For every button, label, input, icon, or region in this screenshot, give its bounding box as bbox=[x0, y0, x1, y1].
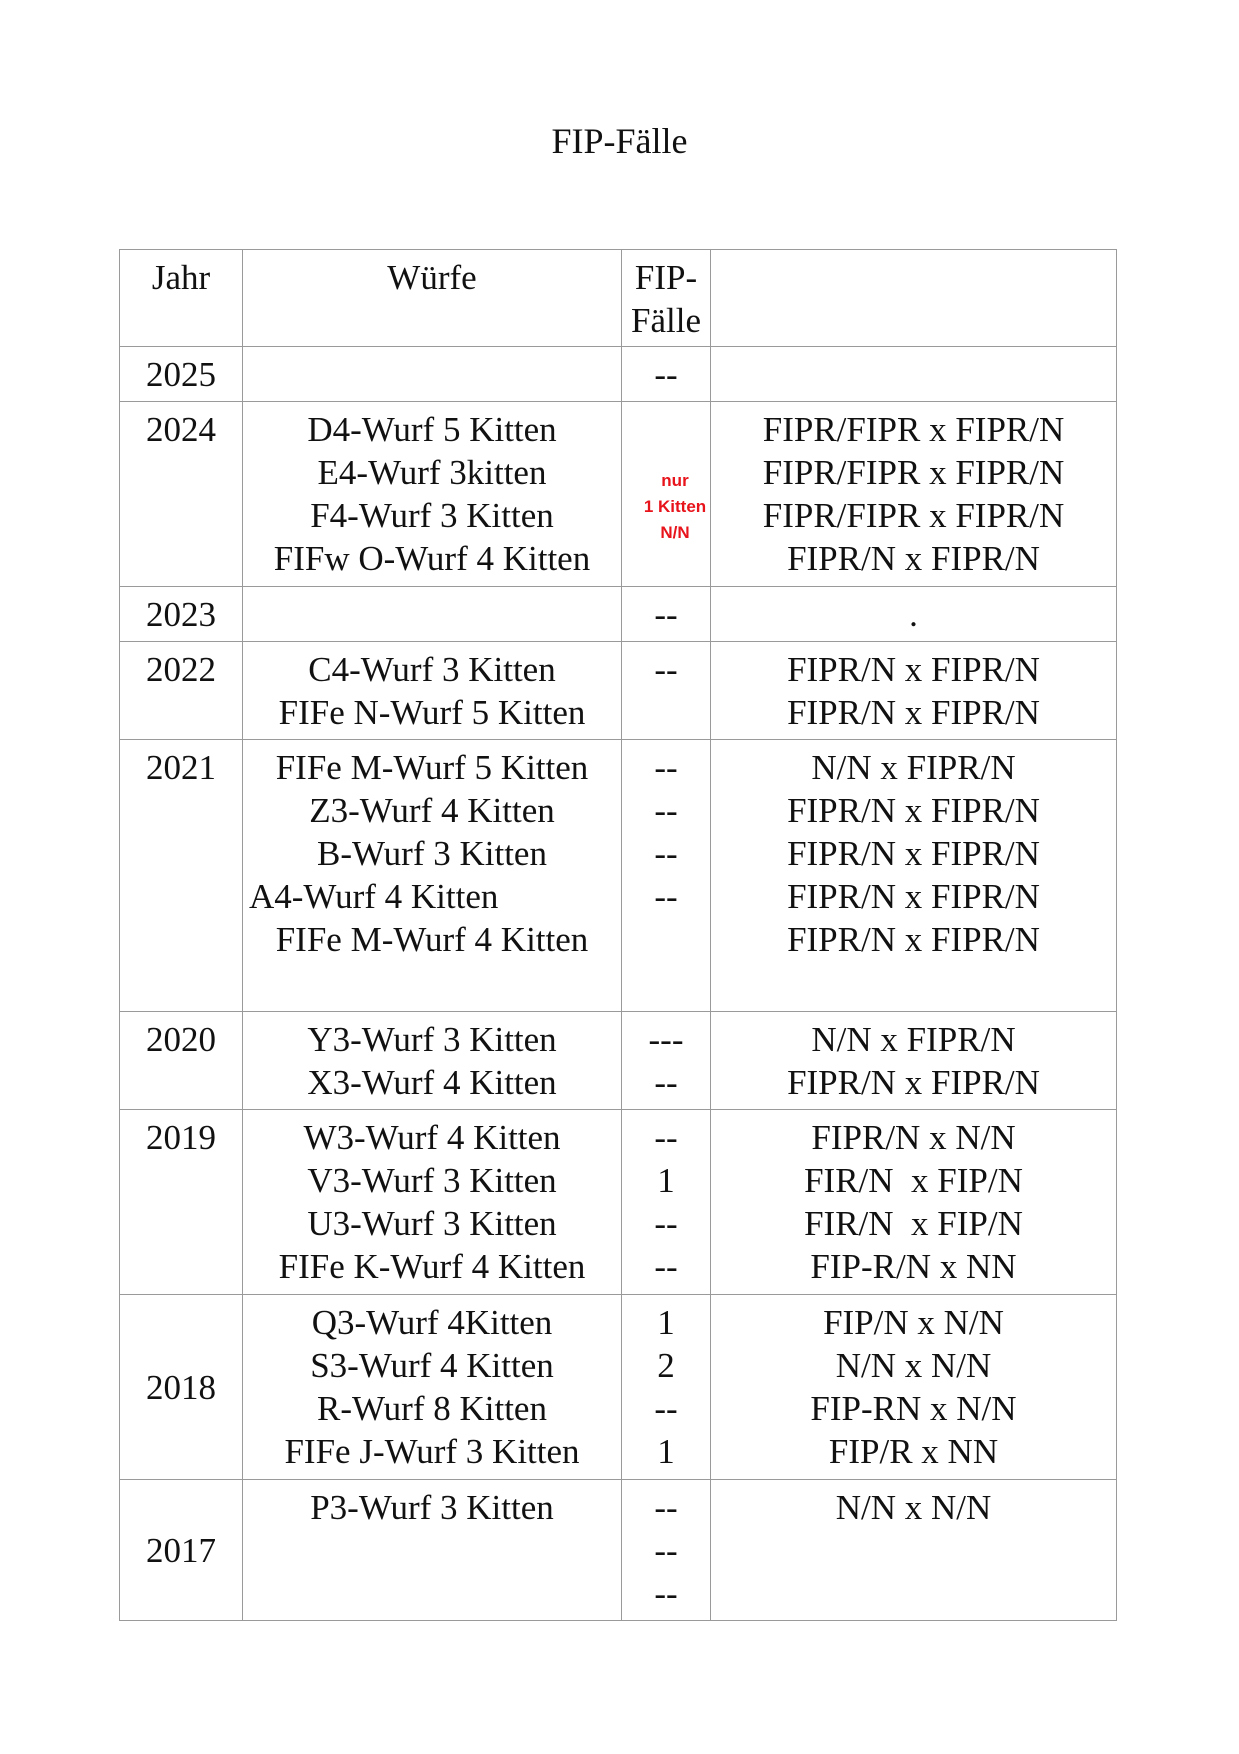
cases-cell bbox=[622, 1480, 711, 1621]
litter-entry: Z3-Wurf 4 Kitten bbox=[309, 791, 555, 830]
case-entry: -- bbox=[654, 1204, 678, 1243]
table-row bbox=[120, 1110, 1117, 1295]
litters-cell bbox=[243, 587, 622, 642]
header-year: Jahr bbox=[120, 250, 243, 347]
litter-entry: C4-Wurf 3 Kitten bbox=[308, 650, 556, 689]
genetics-entry: FIPR/N x FIPR/N bbox=[787, 693, 1040, 732]
genetics-entry: N/N x FIPR/N bbox=[811, 1020, 1016, 1059]
genetics-cell bbox=[711, 1012, 1117, 1110]
cases-cell bbox=[622, 1110, 711, 1295]
genetics-cell bbox=[711, 1295, 1117, 1480]
table-row bbox=[120, 402, 1117, 587]
cases-cell bbox=[622, 402, 711, 587]
table-row bbox=[120, 1480, 1117, 1621]
genetics-cell bbox=[711, 1110, 1117, 1295]
genetics-entry: FIPR/N x FIPR/N bbox=[787, 539, 1040, 578]
case-entry: 2 bbox=[657, 1346, 675, 1385]
header-litters: Würfe bbox=[243, 250, 622, 347]
year-cell: 2019 bbox=[120, 1110, 243, 1295]
case-entry: 1 bbox=[657, 1432, 675, 1471]
cases-cell bbox=[622, 740, 711, 1012]
litters-cell bbox=[243, 642, 622, 740]
genetics-cell bbox=[711, 740, 1117, 1012]
litter-entry: FIFe K-Wurf 4 Kitten bbox=[278, 1247, 586, 1286]
genetics-entry: FIPR/N x N/N bbox=[811, 1118, 1016, 1157]
litter-entry: FIFe M-Wurf 5 Kitten bbox=[275, 748, 589, 787]
year-cell: 2022 bbox=[120, 642, 243, 740]
cases-cell bbox=[622, 1295, 711, 1480]
genetics-entry: FIR/N x FIP/N bbox=[804, 1161, 1023, 1200]
genetics-entry: FIPR/FIPR x FIPR/N bbox=[762, 453, 1065, 492]
case-entry: --- bbox=[648, 1020, 684, 1059]
litter-entry: X3-Wurf 4 Kitten bbox=[307, 1063, 557, 1102]
litter-entry: F4-Wurf 3 Kitten bbox=[310, 496, 554, 535]
cases-cell: -- bbox=[622, 587, 711, 642]
cases-cell: -- bbox=[622, 347, 711, 402]
litters-cell bbox=[243, 1012, 622, 1110]
genetics-entry: FIPR/FIPR x FIPR/N bbox=[762, 410, 1065, 449]
case-entry: -- bbox=[654, 877, 678, 916]
genetics-entry: FIPR/N x FIPR/N bbox=[787, 834, 1040, 873]
case-entry: -- bbox=[654, 1118, 678, 1157]
year-cell: 2021 bbox=[120, 740, 243, 1012]
genetics-entry: N/N x N/N bbox=[835, 1488, 992, 1527]
year-cell: 2020 bbox=[120, 1012, 243, 1110]
header-genetics bbox=[711, 250, 1117, 347]
table-row bbox=[120, 642, 1117, 740]
litter-entry: FIFe J-Wurf 3 Kitten bbox=[284, 1432, 580, 1471]
year-cell: 2017 bbox=[120, 1480, 243, 1621]
litters-cell bbox=[243, 1295, 622, 1480]
litter-entry: D4-Wurf 5 Kitten bbox=[307, 410, 557, 449]
litter-entry: FIFw O-Wurf 4 Kitten bbox=[273, 539, 591, 578]
genetics-cell bbox=[711, 402, 1117, 587]
genetics-entry: FIP-RN x N/N bbox=[810, 1389, 1017, 1428]
genetics-entry: FIP-R/N x NN bbox=[810, 1247, 1017, 1286]
year-cell: 2018 bbox=[120, 1295, 243, 1480]
genetics-entry: FIPR/FIPR x FIPR/N bbox=[762, 496, 1065, 535]
table-row bbox=[120, 587, 1117, 642]
genetics-entry: FIPR/N x FIPR/N bbox=[787, 920, 1040, 959]
case-entry: -- bbox=[654, 1389, 678, 1428]
table-header-row bbox=[120, 250, 1117, 347]
genetics-entry: FIR/N x FIP/N bbox=[804, 1204, 1023, 1243]
litter-entry: P3-Wurf 3 Kitten bbox=[310, 1488, 554, 1527]
case-entry: -- bbox=[654, 748, 678, 787]
table-row bbox=[120, 740, 1117, 1012]
litters-cell bbox=[243, 1110, 622, 1295]
case-entry: -- bbox=[654, 1488, 678, 1527]
genetics-cell: . bbox=[711, 587, 1117, 642]
table-row bbox=[120, 1012, 1117, 1110]
litter-entry: FIFe N-Wurf 5 Kitten bbox=[278, 693, 586, 732]
table-row bbox=[120, 347, 1117, 402]
litter-entry: A4-Wurf 4 Kitten bbox=[249, 877, 499, 916]
case-entry: 1 bbox=[657, 1161, 675, 1200]
litter-entry: B-Wurf 3 Kitten bbox=[317, 834, 547, 873]
genetics-entry: N/N x FIPR/N bbox=[811, 748, 1016, 787]
litter-entry: U3-Wurf 3 Kitten bbox=[307, 1204, 557, 1243]
cases-cell bbox=[622, 1012, 711, 1110]
litter-entry: E4-Wurf 3kitten bbox=[317, 453, 547, 492]
cases-cell: -- bbox=[622, 642, 711, 740]
case-entry: -- bbox=[654, 791, 678, 830]
litters-cell bbox=[243, 402, 622, 587]
fip-cases-table bbox=[119, 249, 1117, 1621]
litter-entry: R-Wurf 8 Kitten bbox=[317, 1389, 547, 1428]
genetics-entry: FIPR/N x FIPR/N bbox=[787, 791, 1040, 830]
header-fip-cases: FIP- Fälle bbox=[622, 250, 711, 347]
genetics-cell bbox=[711, 642, 1117, 740]
litter-entry: Y3-Wurf 3 Kitten bbox=[307, 1020, 557, 1059]
year-cell: 2025 bbox=[120, 347, 243, 402]
litter-entry: Q3-Wurf 4Kitten bbox=[311, 1303, 553, 1342]
litters-cell bbox=[243, 347, 622, 402]
genetics-entry: FIP/N x N/N bbox=[823, 1303, 1004, 1342]
case-entry: -- bbox=[654, 1531, 678, 1570]
genetics-entry: FIPR/N x FIPR/N bbox=[787, 877, 1040, 916]
genetics-entry: N/N x N/N bbox=[835, 1346, 992, 1385]
genetics-entry: FIPR/N x FIPR/N bbox=[787, 1063, 1040, 1102]
litters-cell bbox=[243, 740, 622, 1012]
case-entry: -- bbox=[654, 1063, 678, 1102]
case-entry: -- bbox=[654, 1247, 678, 1286]
litter-entry: S3-Wurf 4 Kitten bbox=[310, 1346, 554, 1385]
case-entry: -- bbox=[654, 1574, 678, 1613]
year-cell: 2024 bbox=[120, 402, 243, 587]
litter-entry: W3-Wurf 4 Kitten bbox=[303, 1118, 561, 1157]
genetics-cell bbox=[711, 347, 1117, 402]
litter-entry: FIFe M-Wurf 4 Kitten bbox=[275, 920, 589, 959]
red-note: nur 1 Kitten N/N bbox=[643, 471, 707, 542]
case-entry: 1 bbox=[657, 1303, 675, 1342]
case-entry: -- bbox=[654, 834, 678, 873]
genetics-entry: FIPR/N x FIPR/N bbox=[787, 650, 1040, 689]
page-title: FIP-Fälle bbox=[551, 121, 688, 161]
genetics-cell bbox=[711, 1480, 1117, 1621]
litters-cell bbox=[243, 1480, 622, 1621]
year-cell: 2023 bbox=[120, 587, 243, 642]
litter-entry: V3-Wurf 3 Kitten bbox=[307, 1161, 557, 1200]
genetics-entry: FIP/R x NN bbox=[828, 1432, 999, 1471]
table-row bbox=[120, 1295, 1117, 1480]
